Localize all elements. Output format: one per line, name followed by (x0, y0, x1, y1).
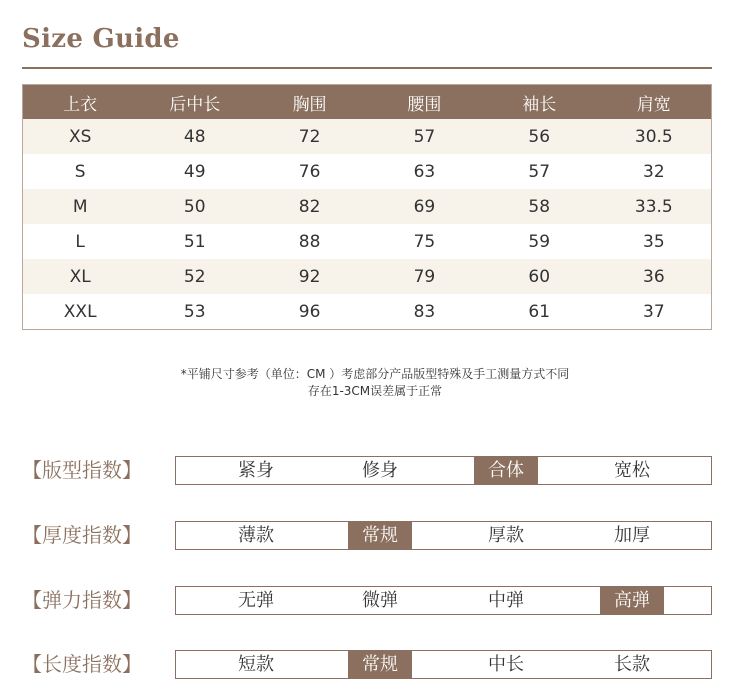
table-row (23, 294, 712, 330)
table-cell: 79 (367, 259, 482, 294)
table-cell: 58 (482, 189, 597, 224)
table-row (23, 259, 712, 294)
table-cell: 63 (367, 154, 482, 189)
stretch-option-high: 高弹 (600, 587, 664, 614)
thickness-option-thick: 厚款 (488, 525, 524, 546)
table-cell: 72 (252, 119, 367, 154)
stretch-index-row (22, 584, 712, 616)
table-cell: 50 (137, 189, 252, 224)
stretch-option-slight: 微弹 (362, 590, 398, 611)
stretch-option-none: 无弹 (238, 590, 274, 611)
thickness-option-thin: 薄款 (238, 525, 274, 546)
stretch-index-label: 【弹力指数】 (22, 588, 142, 612)
stretch-option-medium: 中弹 (488, 590, 524, 611)
header-waist: 腰围 (367, 85, 482, 120)
length-option-long: 长款 (614, 654, 650, 675)
table-cell: 51 (137, 224, 252, 259)
page-title: Size Guide (22, 24, 180, 54)
fit-option-tight: 紧身 (238, 460, 274, 481)
length-option-short: 短款 (238, 654, 274, 675)
table-cell: 96 (252, 294, 367, 330)
table-cell: 60 (482, 259, 597, 294)
table-cell: L (23, 224, 138, 259)
length-option-mid-length: 中长 (488, 654, 524, 675)
table-cell: S (23, 154, 138, 189)
length-index-label: 【长度指数】 (22, 652, 142, 676)
length-option-regular: 常规 (348, 651, 412, 678)
table-cell: 36 (597, 259, 712, 294)
fit-index-row (22, 454, 712, 486)
table-cell: 92 (252, 259, 367, 294)
table-cell: 33.5 (597, 189, 712, 224)
table-cell: 30.5 (597, 119, 712, 154)
fit-option-regular: 合体 (474, 457, 538, 484)
header-shoulder: 肩宽 (597, 85, 712, 120)
table-cell: 37 (597, 294, 712, 330)
table-cell: 35 (597, 224, 712, 259)
stretch-index-scale (175, 586, 712, 615)
fit-index-label: 【版型指数】 (22, 458, 142, 482)
table-cell: 82 (252, 189, 367, 224)
fit-index-scale (175, 456, 712, 485)
table-cell: 83 (367, 294, 482, 330)
table-cell: 61 (482, 294, 597, 330)
measurement-note (0, 366, 750, 400)
thickness-index-row (22, 519, 712, 551)
title-divider (22, 67, 712, 69)
table-cell: 48 (137, 119, 252, 154)
table-cell: 69 (367, 189, 482, 224)
table-cell: 52 (137, 259, 252, 294)
table-cell: 53 (137, 294, 252, 330)
fit-option-loose: 宽松 (614, 460, 650, 481)
table-header-row (23, 85, 712, 120)
table-cell: 32 (597, 154, 712, 189)
thickness-option-regular: 常规 (348, 522, 412, 549)
table-row (23, 154, 712, 189)
header-sleeve: 袖长 (482, 85, 597, 120)
table-row (23, 189, 712, 224)
table-cell: 57 (482, 154, 597, 189)
table-row (23, 224, 712, 259)
table-cell: 88 (252, 224, 367, 259)
header-chest: 胸围 (252, 85, 367, 120)
table-cell: 49 (137, 154, 252, 189)
table-cell: 56 (482, 119, 597, 154)
length-index-scale (175, 650, 712, 679)
fit-option-slim: 修身 (362, 460, 398, 481)
table-cell: M (23, 189, 138, 224)
note-line-1: *平铺尺寸参考（单位：CM ）考虑部分产品版型特殊及手工测量方式不同 (180, 367, 570, 381)
table-cell: 75 (367, 224, 482, 259)
table-cell: 76 (252, 154, 367, 189)
table-row (23, 119, 712, 154)
note-line-2: 存在1-3CM误差属于正常 (307, 384, 443, 398)
table-cell: XS (23, 119, 138, 154)
table-cell: 59 (482, 224, 597, 259)
thickness-index-scale (175, 521, 712, 550)
thickness-option-extra-thick: 加厚 (614, 525, 650, 546)
size-table (22, 84, 712, 330)
table-cell: 57 (367, 119, 482, 154)
length-index-row (22, 648, 712, 680)
header-top: 上衣 (23, 85, 138, 120)
table-cell: XL (23, 259, 138, 294)
thickness-index-label: 【厚度指数】 (22, 523, 142, 547)
table-cell: XXL (23, 294, 138, 330)
header-back-length: 后中长 (137, 85, 252, 120)
